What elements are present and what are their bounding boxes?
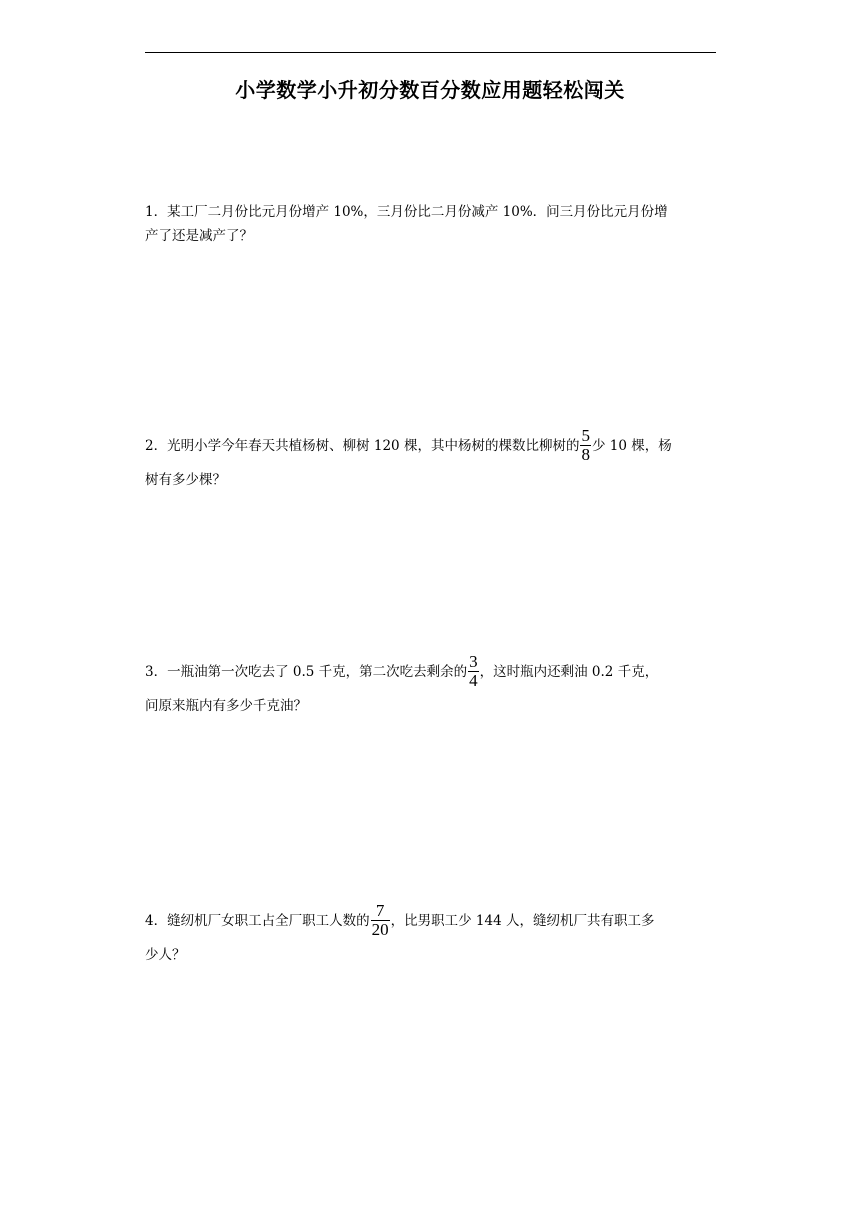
question-2-line-1	[145, 428, 672, 465]
question-3-text-after: ，这时瓶内还剩油 0.2 千克，	[479, 664, 659, 680]
question-3-line-1	[145, 654, 658, 691]
question-4-text-after: ，比男职工少 144 人，缝纫机厂共有职工多	[390, 913, 655, 929]
fraction	[580, 427, 591, 464]
question-1-line-2: 产了还是减产了？	[145, 228, 253, 244]
question-2-text-after: 少 10 棵，杨	[591, 438, 672, 454]
question-4-line-1	[145, 903, 654, 940]
fraction-numerator: 7	[371, 902, 390, 921]
fraction-numerator: 5	[581, 426, 590, 445]
header-rule	[145, 52, 716, 53]
question-2-line-2: 树有多少棵？	[145, 472, 226, 488]
question-2-text-before: 2．光明小学今年春天共植杨树、柳树 120 棵，其中杨树的棵数比柳树的	[145, 438, 580, 454]
question-1-line-1: 1．某工厂二月份比元月份增产 10%，三月份比二月份减产 10%．问三月份比元月份增	[145, 204, 668, 220]
question-3-text-before: 3．一瓶油第一次吃去了 0.5 千克，第二次吃去剩余的	[145, 664, 468, 680]
question-3-line-2: 问原来瓶内有多少千克油？	[145, 698, 307, 714]
fraction-numerator: 3	[469, 652, 478, 671]
fraction	[371, 902, 390, 939]
question-4-line-2: 少人？	[145, 947, 186, 963]
fraction	[468, 653, 479, 690]
fraction-denominator: 20	[371, 920, 389, 939]
fraction-denominator: 4	[469, 671, 478, 690]
page-title: 小学数学小升初分数百分数应用题轻松闯关	[235, 78, 625, 102]
question-4-text-before: 4．缝纫机厂女职工占全厂职工人数的	[145, 913, 370, 929]
fraction-denominator: 8	[581, 445, 590, 464]
